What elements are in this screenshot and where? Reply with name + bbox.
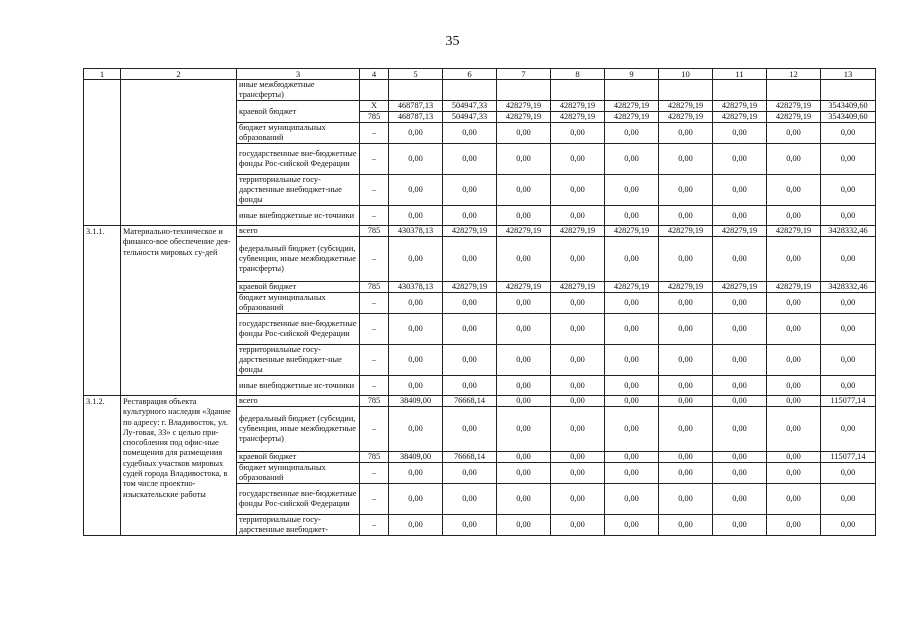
value-cell: 0,00 — [551, 376, 605, 396]
value-cell: 0,00 — [659, 237, 713, 282]
value-cell: 0,00 — [713, 206, 767, 226]
value-cell: 428279,19 — [497, 226, 551, 237]
value-cell: 0,00 — [497, 407, 551, 452]
value-cell: 3428332,46 — [821, 226, 876, 237]
name-cell — [121, 80, 237, 226]
value-cell: 430378,13 — [389, 226, 443, 237]
value-cell: 0,00 — [659, 314, 713, 345]
value-cell: 0,00 — [389, 314, 443, 345]
source-label: бюджет муниципальных образований — [237, 123, 360, 144]
value-cell: 3543409,60 — [821, 112, 876, 123]
value-cell: 504947,33 — [443, 112, 497, 123]
column-header: 8 — [551, 69, 605, 80]
value-cell: 428279,19 — [551, 101, 605, 112]
value-cell: 0,00 — [605, 293, 659, 314]
unit-code-cell: 785 — [360, 396, 389, 407]
value-cell: 0,00 — [551, 463, 605, 484]
value-cell: 0,00 — [551, 407, 605, 452]
unit-code-cell: – — [360, 515, 389, 536]
value-cell: 0,00 — [659, 123, 713, 144]
column-header: 12 — [767, 69, 821, 80]
value-cell: 428279,19 — [497, 112, 551, 123]
page-number: 35 — [445, 34, 460, 49]
source-label: территориальные госу-дарственные внебюджет-ные фонды — [237, 345, 360, 376]
value-cell: 0,00 — [767, 345, 821, 376]
unit-code-cell: – — [360, 144, 389, 175]
value-cell: 3428332,46 — [821, 282, 876, 293]
value-cell — [443, 80, 497, 101]
source-label: федеральный бюджет (субсидии, субвенции, иные межбюджетные трансферты) — [237, 407, 360, 452]
item-name: Материально-техническое и финансо-вое обеспечение дея-тельности мировых су-дей — [121, 226, 237, 396]
source-label: иные межбюджетные трансферты) — [237, 80, 360, 101]
value-cell: 428279,19 — [605, 101, 659, 112]
value-cell: 0,00 — [389, 515, 443, 536]
column-header: 1 — [84, 69, 121, 80]
value-cell: 76668,14 — [443, 452, 497, 463]
value-cell: 428279,19 — [659, 226, 713, 237]
value-cell — [767, 80, 821, 101]
value-cell — [713, 80, 767, 101]
value-cell: 0,00 — [497, 293, 551, 314]
value-cell — [551, 80, 605, 101]
value-cell: 0,00 — [713, 396, 767, 407]
value-cell: 0,00 — [605, 484, 659, 515]
item-code: 3.1.2. — [84, 396, 121, 536]
value-cell: 0,00 — [821, 345, 876, 376]
value-cell: 0,00 — [605, 376, 659, 396]
value-cell: 76668,14 — [443, 396, 497, 407]
value-cell: 0,00 — [713, 484, 767, 515]
source-label: краевой бюджет — [237, 282, 360, 293]
value-cell: 0,00 — [389, 175, 443, 206]
value-cell: 0,00 — [605, 452, 659, 463]
unit-code-cell: – — [360, 463, 389, 484]
value-cell: 0,00 — [551, 484, 605, 515]
value-cell: 0,00 — [605, 175, 659, 206]
value-cell: 0,00 — [443, 484, 497, 515]
unit-code-cell: – — [360, 123, 389, 144]
value-cell: 428279,19 — [497, 282, 551, 293]
value-cell: 0,00 — [821, 376, 876, 396]
source-label: государственные вне-бюджетные фонды Рос-сийской Федерации — [237, 314, 360, 345]
unit-code-cell: 785 — [360, 112, 389, 123]
value-cell: 504947,33 — [443, 101, 497, 112]
value-cell: 0,00 — [767, 396, 821, 407]
value-cell: 428279,19 — [659, 112, 713, 123]
unit-code-cell: – — [360, 314, 389, 345]
value-cell: 428279,19 — [443, 226, 497, 237]
value-cell: 0,00 — [605, 515, 659, 536]
source-label: федеральный бюджет (субсидии, субвенции, иные межбюджетные трансферты) — [237, 237, 360, 282]
value-cell: 0,00 — [767, 407, 821, 452]
column-header: 4 — [360, 69, 389, 80]
value-cell: 428279,19 — [659, 282, 713, 293]
value-cell: 0,00 — [443, 376, 497, 396]
source-label: территориальные госу-дарственные внебюджет-ные фонды — [237, 175, 360, 206]
value-cell: 0,00 — [767, 206, 821, 226]
value-cell: 0,00 — [389, 144, 443, 175]
value-cell: 0,00 — [659, 144, 713, 175]
value-cell: 0,00 — [713, 314, 767, 345]
column-header: 10 — [659, 69, 713, 80]
value-cell: 0,00 — [497, 144, 551, 175]
value-cell: 0,00 — [767, 175, 821, 206]
value-cell: 0,00 — [659, 293, 713, 314]
value-cell: 0,00 — [497, 376, 551, 396]
value-cell: 0,00 — [605, 314, 659, 345]
value-cell: 0,00 — [551, 314, 605, 345]
value-cell: 0,00 — [389, 123, 443, 144]
value-cell: 0,00 — [389, 237, 443, 282]
source-label: всего — [237, 396, 360, 407]
source-label: государственные вне-бюджетные фонды Рос-сийской Федерации — [237, 484, 360, 515]
value-cell: 0,00 — [443, 175, 497, 206]
value-cell — [389, 80, 443, 101]
value-cell: 0,00 — [821, 463, 876, 484]
value-cell: 0,00 — [767, 144, 821, 175]
value-cell: 0,00 — [389, 484, 443, 515]
value-cell: 0,00 — [821, 515, 876, 536]
value-cell: 428279,19 — [551, 112, 605, 123]
value-cell: 0,00 — [767, 314, 821, 345]
unit-code-cell: X — [360, 101, 389, 112]
value-cell: 0,00 — [767, 463, 821, 484]
value-cell: 0,00 — [767, 515, 821, 536]
unit-code-cell: – — [360, 206, 389, 226]
value-cell: 0,00 — [659, 376, 713, 396]
value-cell: 0,00 — [713, 237, 767, 282]
value-cell: 428279,19 — [551, 282, 605, 293]
column-header: 2 — [121, 69, 237, 80]
source-label: иные внебюджетные ис-точники — [237, 206, 360, 226]
value-cell: 0,00 — [821, 293, 876, 314]
source-label: всего — [237, 226, 360, 237]
value-cell: 0,00 — [389, 206, 443, 226]
value-cell: 0,00 — [443, 123, 497, 144]
value-cell: 0,00 — [605, 206, 659, 226]
value-cell: 0,00 — [821, 407, 876, 452]
unit-code-cell — [360, 80, 389, 101]
source-label: краевой бюджет — [237, 101, 360, 123]
column-header: 6 — [443, 69, 497, 80]
unit-code-cell: 785 — [360, 226, 389, 237]
value-cell: 0,00 — [605, 396, 659, 407]
value-cell: 428279,19 — [767, 112, 821, 123]
unit-code-cell: 785 — [360, 452, 389, 463]
unit-code-cell: – — [360, 237, 389, 282]
value-cell: 0,00 — [659, 407, 713, 452]
value-cell: 0,00 — [821, 144, 876, 175]
value-cell: 0,00 — [551, 396, 605, 407]
value-cell — [821, 80, 876, 101]
value-cell: 0,00 — [659, 396, 713, 407]
source-label: бюджет муниципальных образований — [237, 293, 360, 314]
unit-code-cell: – — [360, 293, 389, 314]
value-cell: 0,00 — [443, 407, 497, 452]
value-cell: 468787,13 — [389, 112, 443, 123]
item-name: Реставрация объекта культурного наследия «Здание по адресу: г. Владивосток, ул. Лу-говая, 33» с целью при-способления под офис-ные помещения для размещения судебных участков мировых судей города Владивостока, в том числе проектно-изыскательские работы — [121, 396, 237, 536]
table-row — [84, 396, 876, 407]
value-cell: 0,00 — [767, 237, 821, 282]
value-cell: 0,00 — [443, 314, 497, 345]
value-cell: 0,00 — [713, 345, 767, 376]
unit-code-cell: – — [360, 376, 389, 396]
value-cell: 0,00 — [605, 463, 659, 484]
value-cell: 0,00 — [443, 206, 497, 226]
value-cell: 428279,19 — [497, 101, 551, 112]
value-cell: 0,00 — [443, 144, 497, 175]
value-cell: 0,00 — [659, 463, 713, 484]
value-cell: 0,00 — [605, 123, 659, 144]
value-cell: 0,00 — [551, 345, 605, 376]
value-cell: 0,00 — [713, 463, 767, 484]
value-cell: 0,00 — [443, 237, 497, 282]
value-cell: 0,00 — [551, 293, 605, 314]
value-cell: 0,00 — [497, 206, 551, 226]
value-cell: 428279,19 — [713, 112, 767, 123]
value-cell: 0,00 — [551, 452, 605, 463]
value-cell: 0,00 — [551, 237, 605, 282]
value-cell: 428279,19 — [713, 226, 767, 237]
value-cell: 0,00 — [821, 314, 876, 345]
value-cell — [497, 80, 551, 101]
value-cell: 428279,19 — [551, 226, 605, 237]
value-cell: 0,00 — [713, 144, 767, 175]
code-cell — [84, 80, 121, 226]
unit-code-cell: – — [360, 175, 389, 206]
column-header: 13 — [821, 69, 876, 80]
value-cell: 0,00 — [767, 293, 821, 314]
value-cell: 0,00 — [767, 452, 821, 463]
column-header: 7 — [497, 69, 551, 80]
value-cell: 0,00 — [821, 175, 876, 206]
value-cell: 0,00 — [713, 407, 767, 452]
value-cell: 0,00 — [659, 175, 713, 206]
value-cell: 0,00 — [389, 407, 443, 452]
value-cell: 0,00 — [443, 345, 497, 376]
value-cell: 0,00 — [497, 237, 551, 282]
value-cell: 0,00 — [821, 237, 876, 282]
unit-code-cell: – — [360, 345, 389, 376]
value-cell — [605, 80, 659, 101]
value-cell: 428279,19 — [713, 282, 767, 293]
value-cell: 0,00 — [605, 237, 659, 282]
value-cell: 428279,19 — [713, 101, 767, 112]
value-cell: 0,00 — [497, 463, 551, 484]
value-cell: 0,00 — [713, 293, 767, 314]
value-cell: 0,00 — [767, 123, 821, 144]
column-header: 11 — [713, 69, 767, 80]
value-cell: 0,00 — [551, 515, 605, 536]
value-cell: 0,00 — [713, 376, 767, 396]
value-cell: 0,00 — [389, 463, 443, 484]
value-cell: 38409,00 — [389, 452, 443, 463]
value-cell: 0,00 — [497, 515, 551, 536]
value-cell: 0,00 — [605, 144, 659, 175]
value-cell: 0,00 — [497, 314, 551, 345]
value-cell: 0,00 — [659, 345, 713, 376]
value-cell: 0,00 — [389, 345, 443, 376]
source-label: бюджет муниципальных образований — [237, 463, 360, 484]
value-cell: 0,00 — [497, 123, 551, 144]
value-cell: 428279,19 — [605, 282, 659, 293]
budget-table — [83, 68, 876, 536]
column-header-row — [84, 69, 876, 80]
value-cell: 430378,13 — [389, 282, 443, 293]
source-label: государственные вне-бюджетные фонды Рос-сийской Федерации — [237, 144, 360, 175]
value-cell: 115077,14 — [821, 452, 876, 463]
value-cell: 0,00 — [713, 175, 767, 206]
value-cell — [659, 80, 713, 101]
column-header: 9 — [605, 69, 659, 80]
value-cell: 0,00 — [767, 376, 821, 396]
table-row — [84, 80, 876, 101]
unit-code-cell: 785 — [360, 282, 389, 293]
value-cell: 0,00 — [551, 206, 605, 226]
unit-code-cell: – — [360, 407, 389, 452]
value-cell: 0,00 — [443, 463, 497, 484]
value-cell: 0,00 — [497, 484, 551, 515]
value-cell: 0,00 — [551, 175, 605, 206]
value-cell: 428279,19 — [443, 282, 497, 293]
value-cell: 0,00 — [389, 376, 443, 396]
value-cell: 0,00 — [821, 484, 876, 515]
value-cell: 0,00 — [821, 123, 876, 144]
value-cell: 0,00 — [443, 515, 497, 536]
item-code: 3.1.1. — [84, 226, 121, 396]
value-cell: 0,00 — [767, 484, 821, 515]
value-cell: 428279,19 — [659, 101, 713, 112]
value-cell: 0,00 — [713, 452, 767, 463]
value-cell: 0,00 — [497, 396, 551, 407]
value-cell: 428279,19 — [767, 101, 821, 112]
value-cell: 428279,19 — [767, 282, 821, 293]
value-cell: 0,00 — [659, 452, 713, 463]
value-cell: 0,00 — [713, 515, 767, 536]
value-cell: 0,00 — [605, 407, 659, 452]
source-label: краевой бюджет — [237, 452, 360, 463]
value-cell: 0,00 — [551, 123, 605, 144]
value-cell: 0,00 — [659, 206, 713, 226]
value-cell: 115077,14 — [821, 396, 876, 407]
value-cell: 0,00 — [659, 484, 713, 515]
column-header: 5 — [389, 69, 443, 80]
table-row — [84, 226, 876, 237]
column-header: 3 — [237, 69, 360, 80]
source-label: территориальные госу-дарственные внебюджет- — [237, 515, 360, 536]
value-cell: 38409,00 — [389, 396, 443, 407]
value-cell: 3543409,60 — [821, 101, 876, 112]
unit-code-cell: – — [360, 484, 389, 515]
value-cell: 0,00 — [659, 515, 713, 536]
value-cell: 0,00 — [443, 293, 497, 314]
value-cell: 428279,19 — [605, 226, 659, 237]
value-cell: 0,00 — [389, 293, 443, 314]
value-cell: 428279,19 — [767, 226, 821, 237]
value-cell: 0,00 — [605, 345, 659, 376]
value-cell: 0,00 — [713, 123, 767, 144]
value-cell: 468787,13 — [389, 101, 443, 112]
source-label: иные внебюджетные ис-точники — [237, 376, 360, 396]
value-cell: 0,00 — [497, 175, 551, 206]
value-cell: 0,00 — [551, 144, 605, 175]
value-cell: 428279,19 — [605, 112, 659, 123]
value-cell: 0,00 — [497, 345, 551, 376]
value-cell: 0,00 — [497, 452, 551, 463]
value-cell: 0,00 — [821, 206, 876, 226]
